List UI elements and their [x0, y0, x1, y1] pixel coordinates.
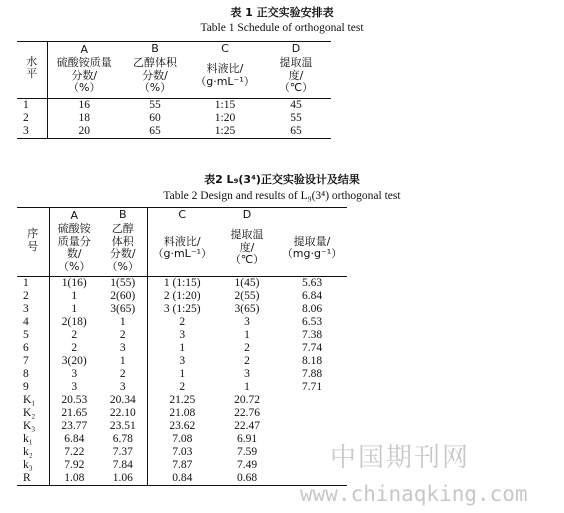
table2-cell: 3 — [71, 381, 78, 394]
table2-cell: 1 — [99, 316, 147, 329]
table2-cell: 1.06 — [99, 472, 147, 486]
table2-cell: 2 — [17, 290, 49, 303]
table2-cell: 7.92 — [64, 459, 85, 472]
stats-row — [17, 446, 347, 459]
table1-caption-en: Table 1 Schedule of orthogonal test — [200, 22, 364, 34]
table2-cell: 7.84 — [99, 459, 147, 472]
stats-row — [17, 459, 347, 472]
table1-cell: 1:20 — [214, 111, 236, 124]
table-row — [17, 316, 347, 329]
table2-cell: 23.77 — [61, 420, 88, 433]
table2-cell: 1(16) — [49, 277, 99, 291]
table-row — [17, 290, 347, 303]
table2-col-letter: B — [99, 208, 147, 224]
table1 — [17, 41, 331, 139]
table2-cell: 1 — [17, 277, 49, 291]
table2-cell: 3 — [244, 368, 250, 381]
table2-cell: 1 — [71, 303, 78, 316]
table2-cell: 22.47 — [234, 420, 260, 433]
table2-cell: 3 (1:25) — [163, 303, 201, 316]
table2-cell: 8 — [17, 368, 49, 381]
table-row — [17, 112, 331, 125]
table2-cell: 3 — [17, 303, 49, 316]
table-row — [17, 98, 331, 112]
table1-col-label: 料液比/ （g·mL⁻¹） — [195, 62, 255, 88]
table2-cell: 3 — [179, 329, 186, 342]
stats-row — [17, 420, 347, 433]
table2-col-label: 料液比/ （g·mL⁻¹） — [152, 234, 213, 260]
table2-cell: 7 — [17, 355, 49, 368]
table2-cell: K₂ — [17, 407, 49, 420]
table2-row-header: 序 号 — [17, 208, 49, 277]
table-row — [17, 381, 347, 394]
table2-cell: 7.59 — [236, 446, 258, 459]
table2-cell: 8.18 — [301, 355, 323, 368]
table2-cell: 8.06 — [301, 303, 323, 316]
table2-cell: 2 — [99, 368, 147, 381]
table2-cell: 6.84 — [64, 433, 85, 446]
table2-cell: 23.51 — [99, 420, 147, 433]
table-row — [17, 342, 347, 355]
table2-cell — [277, 394, 347, 407]
table2-cell: 21.65 — [61, 407, 88, 420]
table2-cell: 3 — [179, 355, 186, 368]
table2-cell: 2 — [244, 355, 250, 368]
table2-cell: 5 — [17, 329, 49, 342]
table2-cell: k₃ — [17, 459, 49, 472]
table2-cell: 3(20) — [61, 355, 87, 368]
table2-cell: 6.84 — [301, 290, 323, 303]
stats-row — [17, 407, 347, 420]
table2-cell: 22.10 — [99, 407, 147, 420]
table2-cell — [277, 407, 347, 420]
table2-cell: 3(65) — [99, 303, 147, 316]
table1-cell: 2 — [17, 112, 47, 125]
table2-cell: K₁ — [17, 394, 49, 407]
table2-cell: 21.25 — [169, 394, 196, 407]
table1-cell: 65 — [261, 125, 331, 139]
table2-col-letter: D — [217, 208, 277, 224]
table1-cell: 45 — [261, 98, 331, 112]
stats-row — [17, 472, 347, 486]
table2-cell: 2(55) — [234, 290, 260, 303]
table2-cell: 20.53 — [61, 394, 88, 407]
table2-cell: 7.22 — [64, 446, 85, 459]
table1-cell: 55 — [290, 111, 302, 124]
table2-cell: 9 — [17, 381, 49, 394]
table2-cell: 1 — [99, 355, 147, 368]
table1-cell: 20 — [47, 125, 121, 139]
table2-cell: 7.37 — [99, 446, 147, 459]
table1-cell: 3 — [17, 125, 47, 139]
table2-cell: k₂ — [17, 446, 49, 459]
table2-cell: 7.87 — [172, 459, 193, 472]
stats-row — [17, 433, 347, 446]
table2-cell: 20.72 — [234, 394, 260, 407]
table2-cell: 1 — [179, 342, 186, 355]
table2-col-letter — [277, 208, 347, 224]
table2-cell: 6.91 — [236, 433, 258, 446]
table2-cell: 3 — [99, 381, 147, 394]
table2-cell: 7.74 — [301, 342, 323, 355]
table2-cell: 1.08 — [49, 472, 99, 486]
table2-col-letter: A — [49, 208, 99, 224]
table2 — [17, 207, 347, 486]
table2-cell: 2 — [99, 329, 147, 342]
table2-cell: 22.76 — [234, 407, 260, 420]
table2-cell: 0.68 — [217, 472, 277, 486]
table2-cell: 2 — [179, 316, 186, 329]
table-row — [17, 355, 347, 368]
table2-cell: 1(55) — [99, 277, 147, 291]
table2-caption-en: Table 2 Design and results of L₉(3⁴) orthogonal test — [163, 190, 401, 202]
watermark-cn: 中国期刊网 — [330, 443, 471, 473]
table2-cell: 2(60) — [99, 290, 147, 303]
table2-cell: 1 (1:15) — [147, 277, 217, 291]
table1-cell: 55 — [121, 98, 189, 112]
table2-col-letter: C — [147, 208, 217, 224]
table2-cell: 2 (1:20) — [163, 290, 201, 303]
table-row — [17, 329, 347, 342]
table-row — [17, 368, 347, 381]
table2-cell: 1 — [244, 381, 250, 394]
table2-col-label: 提取温 度/ （℃） — [229, 228, 265, 267]
table2-cell: 6 — [17, 342, 49, 355]
table1-row-header: 水 平 — [17, 42, 47, 99]
table1-cell: 60 — [149, 111, 161, 124]
table2-cell: 21.08 — [169, 407, 196, 420]
table2-cell: 1 — [244, 329, 250, 342]
table1-cell: 65 — [121, 125, 189, 139]
table2-cell: K₃ — [17, 420, 49, 433]
table2-cell: 3 — [71, 368, 78, 381]
table2-cell: 5.63 — [277, 277, 347, 291]
table2-cell: 2 — [71, 329, 78, 342]
table2-cell: 1 — [71, 290, 78, 303]
table2-cell: 7.71 — [301, 381, 323, 394]
table2-col-label: 硫酸铵 质量分 数/ （%） — [57, 222, 91, 273]
table2-cell: 3 — [99, 342, 147, 355]
table1-col-label: 提取温 度/ （℃） — [278, 56, 314, 94]
table1-col-label: 乙醇体积 分数/ （%） — [133, 56, 177, 94]
table2-cell: 4 — [17, 316, 49, 329]
watermark-url: www.chinaqking.com — [300, 482, 528, 506]
table1-col-letter: A — [47, 42, 121, 58]
table1-cell: 18 — [78, 111, 90, 124]
table2-cell: 0.84 — [147, 472, 217, 486]
table2-col-label: 提取量/ （mg·g⁻¹） — [281, 234, 343, 260]
table1-col-letter: B — [121, 42, 189, 58]
table2-cell: 1 — [179, 368, 186, 381]
table2-cell: 2 — [179, 381, 186, 394]
table2-cell — [277, 420, 347, 433]
table2-cell: 6.53 — [301, 316, 323, 329]
table2-cell: 2(18) — [61, 316, 87, 329]
table2-cell: 23.62 — [169, 420, 196, 433]
table1-cell: 1:15 — [189, 98, 261, 112]
stats-row — [17, 394, 347, 407]
table2-cell: 2 — [71, 342, 78, 355]
table2-cell: 7.49 — [236, 459, 258, 472]
table2-caption-cn: 表2 L₉(3⁴)正交实验设计及结果 — [204, 173, 360, 186]
table2-cell: k₁ — [17, 433, 49, 446]
table2-cell: 3(65) — [234, 303, 260, 316]
table1-col-letter: C — [189, 42, 261, 58]
table2-cell: 7.38 — [301, 329, 323, 342]
table1-cell: 1:25 — [189, 125, 261, 139]
table1-col-label: 硫酸铵质量 分数/ （%） — [56, 56, 112, 94]
table1-col-letter: D — [261, 42, 331, 58]
table-row — [17, 303, 347, 316]
table2-cell: 20.34 — [99, 394, 147, 407]
table2-cell: 6.78 — [99, 433, 147, 446]
table2-cell: 1(45) — [217, 277, 277, 291]
table2-cell: 7.88 — [301, 368, 323, 381]
table-row — [17, 277, 347, 291]
table-row — [17, 125, 331, 139]
table1-cell: 16 — [47, 98, 121, 112]
table2-cell: 2 — [244, 342, 250, 355]
table2-cell: 7.08 — [172, 433, 193, 446]
table2-cell: 3 — [244, 316, 250, 329]
table2-cell: R — [17, 472, 49, 486]
table2-cell: 7.03 — [172, 446, 193, 459]
table1-cell: 1 — [17, 98, 47, 112]
table1-caption-cn: 表 1 正交实验安排表 — [230, 6, 334, 19]
table2-col-label: 乙醇 体积 分数/ （%） — [99, 223, 147, 277]
